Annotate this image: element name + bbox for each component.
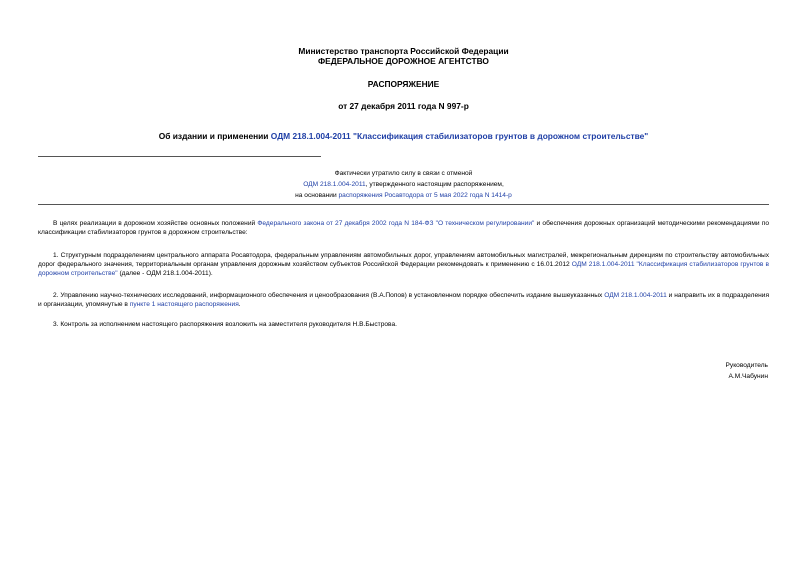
preamble-text2: и обеспечения дорожных организаций методическими рекомендациями по классификации стабилизаторов грунтов в дорожном строительстве:: [38, 220, 769, 236]
item-2-paragraph: [38, 291, 769, 309]
divider-bottom: [38, 204, 769, 205]
title-prefix: Об издании и применении: [158, 131, 271, 141]
status-note-line3: [0, 191, 807, 200]
item2-text2: и направить их в подразделения и организации, упомянутые в: [38, 292, 770, 308]
item-1-paragraph: [38, 251, 769, 278]
agency-name: ФЕДЕРАЛЬНОЕ ДОРОЖНОЕ АГЕНТСТВО: [318, 56, 489, 66]
document-date: от 27 декабря 2011 года N 997-р: [338, 101, 469, 111]
divider-top: [38, 156, 321, 157]
signature-role: Руководитель: [725, 362, 768, 369]
item-3-paragraph: 3. Контроль за исполнением настоящего распоряжения возложить на заместителя руководителя Н.В.Быстрова.: [53, 321, 397, 328]
status-note-line2-text: , утвержденного настоящим распоряжением,: [365, 181, 504, 188]
status-note-line1: Фактически утратило силу в связи с отменой: [334, 170, 473, 177]
preamble-text1: В целях реализации в дорожном хозяйстве основных положений: [53, 220, 258, 227]
status-note-line3-text: на основании: [295, 192, 339, 199]
document-type: РАСПОРЯЖЕНИЕ: [367, 79, 440, 89]
preamble-paragraph: [38, 219, 769, 237]
item2-text3: .: [238, 301, 241, 308]
federal-law-link[interactable]: Федерального закона от 27 декабря 2002 года N 184-ФЗ "О техническом регулировании": [257, 220, 535, 227]
status-note-odm-link[interactable]: ОДМ 218.1.004-2011: [303, 181, 366, 188]
item1-odm-link[interactable]: ОДМ 218.1.004-2011 "Классификация стабилизаторов грунтов в дорожном строительстве": [38, 261, 769, 277]
status-note-order-link[interactable]: распоряжения Росавтодора от 5 мая 2022 года N 1414-р: [338, 192, 512, 199]
item2-text1: 2. Управлению научно-технических исследований, информационного обеспечения и ценообразования (В.А.Попов) в установленном порядке обеспечить издание вышеуказанных: [53, 292, 605, 299]
signature-name: А.М.Чабунин: [728, 373, 768, 380]
item2-odm-link[interactable]: ОДМ 218.1.004-2011: [604, 292, 667, 299]
ministry-name: Министерство транспорта Российской Федерации: [298, 46, 509, 56]
status-note-line2: [0, 180, 807, 189]
item2-clause-link[interactable]: пункте 1 настоящего распоряжения: [129, 301, 239, 308]
item1-text2: (далее - ОДМ 218.1.004-2011).: [117, 270, 213, 277]
document-title: [0, 131, 807, 141]
item1-text1: 1. Структурным подразделениям центрального аппарата Росавтодора, федеральным управлениям автомобильных дорог, управлениям автомобильных магистралей, межрегиональным дирекциям по строительству автомобильных дорог федерального значения, территориальным органам управления дорожным хозяйством субъектов Российской Федерации рекомендовать к применению с 16.01.2012: [38, 252, 769, 268]
title-link[interactable]: ОДМ 218.1.004-2011 "Классификация стабилизаторов грунтов в дорожном строительстве": [270, 131, 649, 141]
